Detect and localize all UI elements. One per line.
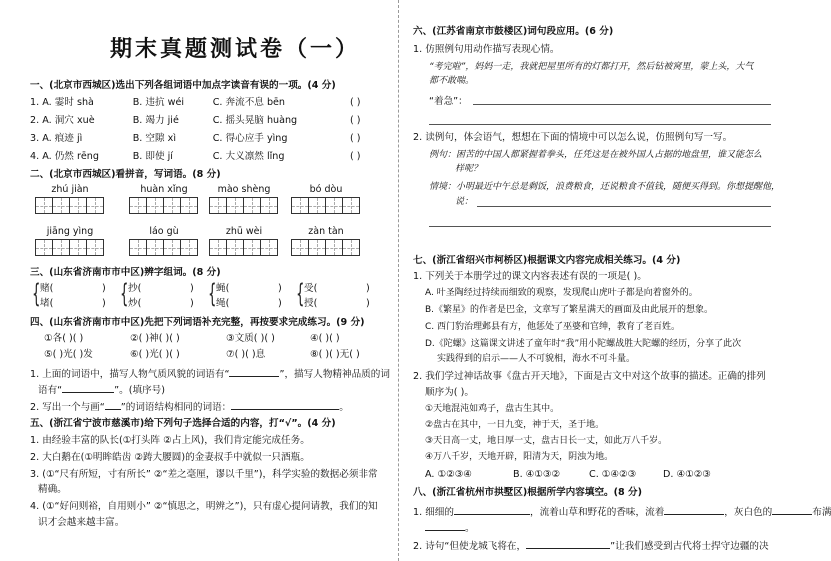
pinyin-box-laogu[interactable]: láo gù (130, 226, 198, 256)
s7-choice-d[interactable]: D. ④①②③ (663, 469, 711, 480)
s6-example-1: “考完啦”，妈妈一走，我就把屋里所有的灯都打开，然后钻被窝里，蒙上头，大气 (429, 62, 754, 72)
s7-sentence-4: ④万八千岁，天地开辟，阳清为天，阴浊为地。 (425, 452, 614, 462)
pinyin-box-zhujian[interactable]: zhú jiàn (36, 184, 104, 214)
char-pair-top: 抄( (128, 283, 142, 294)
s8-q1: 1. 细细的 ，流着山草和野花的香味，流着 ，灰白色的 布满 (413, 507, 831, 518)
char-pair-top: 赌( (40, 283, 54, 294)
s6-example-2-cont: 样呢？ (455, 164, 483, 174)
pinyin-box-zhuwei[interactable]: zhū wèi (210, 226, 278, 256)
blank[interactable] (664, 505, 724, 515)
blank[interactable] (425, 521, 465, 531)
section-6-heading: 六、(江苏省南京市鼓楼区)词句段应用。(6 分) (413, 26, 614, 37)
brace: { (296, 279, 305, 309)
s7-sentence-1: ①天地混沌如鸡子，盘古生其中。 (425, 404, 560, 414)
char-pair-bottom: 堵( (40, 298, 54, 309)
answer-paren[interactable]: ( ) (350, 133, 361, 144)
q4-row: 4. A. 仍然 rēng B. 即使 jí C. 大义凛然 lǐng (30, 151, 285, 162)
s5-q4[interactable]: 4. (①“好问则裕，自用则小” ②“慎思之，明辨之”)，只有虚心提问请教，我们的知 (30, 501, 378, 512)
section-7-heading: 七、(浙江省绍兴市柯桥区)根据课文内容完成相关练习。(4 分) (413, 255, 681, 266)
page-title: 期末真题测试卷（一） (110, 36, 361, 62)
q2-row: 2. A. 洞穴 xuè B. 竭力 jié C. 摇头晃脑 huàng (30, 115, 298, 126)
s6-situation: 情境：小明最近中午总是剩饭，浪费粮食，还说粮食不值钱，随便买得到。你想提醒他， (429, 182, 781, 192)
s7-option-b[interactable]: B.《繁星》的作者是巴金，文章写了繁星满天的画面及由此展开的想象。 (425, 305, 714, 315)
blank[interactable] (772, 505, 812, 515)
blank[interactable] (454, 505, 530, 515)
s8-q1-cont: 。 (425, 521, 475, 535)
s5-q4-cont: 识才会越来越丰富。 (38, 517, 125, 528)
answer-line[interactable] (473, 104, 771, 105)
answer-paren[interactable]: ( ) (350, 115, 361, 126)
answer-line[interactable] (429, 124, 771, 125)
s7-q1: 1. 下列关于本册学过的课文内容表述有误的一项是( )。 (413, 271, 647, 282)
s7-q2: 2. 我们学过神话故事《盘古开天地》，下面是古文中对这个故事的描述。正确的排列 (413, 371, 766, 382)
answer-line[interactable] (429, 226, 771, 227)
brace: { (120, 279, 129, 309)
fold-line (398, 0, 399, 561)
idiom-5[interactable]: ⑤( )光( )发 (44, 349, 93, 360)
section-5-heading: 五、(浙江省宁波市慈溪市)给下列句子选择合适的内容，打“√”。(4 分) (30, 418, 336, 429)
idiom-4[interactable]: ④( )( ) (310, 333, 340, 344)
s8-q2: 2. 诗句“但使龙城飞将在， ”让我们感受到古代将士捍守边疆的决 (413, 541, 769, 552)
char-pair-bottom: 炒( (128, 298, 142, 309)
s6-q2: 2. 读例句，体会语气，想想在下面的情境中可以怎么说，仿照例句写一写。 (413, 132, 733, 143)
s4-q1-line2: 语有“ ”。(填序号) (38, 385, 166, 396)
s5-q3-cont: 精确。 (38, 484, 67, 495)
blank[interactable] (526, 539, 610, 549)
s6-q1: 1. 仿照例句用动作描写表现心情。 (413, 44, 560, 55)
q3-row: 3. A. 痕迹 jì B. 空隙 xì C. 得心应手 yìng (30, 133, 288, 144)
s6-example-1-cont: 都不敢喘。 (429, 76, 475, 86)
pinyin-box-maosheng[interactable]: mào shèng (210, 184, 278, 214)
s7-choice-c[interactable]: C. ①④②③ (589, 469, 637, 480)
brace: { (32, 279, 41, 309)
char-pair-bottom: 绳( (216, 298, 230, 309)
s7-sentence-3: ③天日高一丈，地日厚一丈，盘古日长一丈，如此万八千岁。 (425, 436, 668, 446)
right-column (413, 0, 831, 561)
blank[interactable] (231, 400, 339, 410)
blank[interactable] (229, 367, 279, 377)
answer-line[interactable] (477, 206, 771, 207)
idiom-7[interactable]: ⑦( )( )息 (226, 349, 266, 360)
idiom-1[interactable]: ①各( )( ) (44, 333, 84, 344)
s7-option-c[interactable]: C. 西门豹治理邺县有方，他惩处了巫婆和官绅，教育了老百姓。 (425, 322, 681, 332)
s7-option-a[interactable]: A. 叶圣陶经过持续而细致的观察，发现爬山虎叶子都是向着窗外的。 (425, 288, 698, 298)
section-8-heading: 八、(浙江省杭州市拱墅区)根据所学内容填空。(8 分) (413, 487, 643, 498)
pinyin-box-bodou[interactable]: bó dòu (292, 184, 360, 214)
s7-sentence-2: ②盘古在其中，一日九变，神于天，圣于地。 (425, 420, 605, 430)
section-4-heading: 四、(山东省济南市市中区)先把下列词语补充完整，再按要求完成练习。(9 分) (30, 317, 365, 328)
section-1-heading: 一、(北京市西城区)选出下列各组词语中加点字读音有误的一项。(4 分) (30, 80, 336, 91)
s5-q1[interactable]: 1. 由经验丰富的队长(①打头阵 ②占上风)，我们肯定能完成任务。 (30, 435, 310, 446)
s5-q2[interactable]: 2. 大白鹅在(①明眸皓齿 ②踌大腰圆)的金妻叔手中就似一只酒瓶。 (30, 452, 310, 463)
s4-q2: 2. 写出一个与画“ ”的词语结构相同的词语： 。 (30, 402, 349, 413)
idiom-2[interactable]: ②( )神( )( ) (130, 333, 180, 344)
char-pair-bottom: 授( (304, 298, 318, 309)
left-column: 期末真题测试卷（一） 一、(北京市西城区)选出下列各组词语中加点字读音有误的一项。(4 分) 1. A. 霎时 shà B. 违抗 wéi C. 奔流不息 bēn ( ) 2. A. 洞穴 xuè B. 竭力 jié C. 摇头晃脑 huàng ( ) 3. A. 痕迹 jì B. 空隙 xì C. 得心应手 yìng ( ) 4. A. 仍然 rēng B. 即使 jí C. 大义凛然 lǐng ( ) 二、(北京市西城区)看拼音，写词语。(8 分) zhú jiàn huàn xǐng mào shèng bó dòu jiāng yìng láo gù zhū wèi zàn tàn 三、(山东省济南市市中区)辨字组词。(8 分) { 赌( 堵( ) ) { 抄( 炒( ) ) { 蝇( 绳( ) ) { 受( 授( ) ) 四、(山东省济南市市中区)先把下列词语补充完整，再按要求完成练习。(9 分) ①各( )( ) ②( )神( )( ) ③文质( )( ) ④( )( ) ⑤( )光( )发 ⑥( )光( )( ) ⑦( )( )息 ⑧( )( )无( ) 1. 上面的词语中，描写人物气质风貌的词语有“ ”，描写人物精神品质的词 语有“ ”。(填序号) 2. 写出一个与画“ ”的词语结构相同的词语： 。 五、(浙江省宁波市慈溪市)给下列句子选择合适的内容，打“√”。(4 分) 1. 由经验丰富的队长(①打头阵 ②占上风)，我们肯定能完成任务。 2. 大白鹅在(①明眸皓齿 ②踌大腰圆)的金妻叔手中就似一只酒瓶。 3. (①“尺有所短，寸有所长” ②“差之毫厘，谬以千里”)，科学实验的数据必须非常 精确。 4. (①“好问则裕，自用则小” ②“慎思之，明辨之”)，只有虚心提问请教，我们的知 识才会越来越丰富。 (30, 36, 390, 528)
char-pair-top: 受( (304, 283, 318, 294)
s6-prompt-worry: “着急”： (429, 96, 468, 107)
blank[interactable] (62, 383, 114, 393)
idiom-8[interactable]: ⑧( )( )无( ) (310, 349, 360, 360)
s7-q2-cont: 顺序为( )。 (425, 387, 474, 398)
s7-option-d[interactable]: D.《陀螺》这篇课文讲述了童年时“我”用小陀螺战胜大陀螺的经历，分享了此次 (425, 339, 742, 349)
section-2-heading: 二、(北京市西城区)看拼音，写词语。(8 分) (30, 169, 221, 180)
char-pair-top: 蝇( (216, 283, 230, 294)
idiom-6[interactable]: ⑥( )光( )( ) (130, 349, 180, 360)
section-3-heading: 三、(山东省济南市市中区)辨字组词。(8 分) (30, 267, 221, 278)
s5-q3[interactable]: 3. (①“尺有所短，寸有所长” ②“差之毫厘，谬以千里”)，科学实验的数据必须非常 (30, 469, 378, 480)
s7-choice-a[interactable]: A. ①②③④ (425, 469, 472, 480)
s6-situation-cont: 说： (455, 197, 474, 207)
pinyin-box-huanxing[interactable]: huàn xǐng (130, 184, 198, 214)
pinyin-box-jiangying[interactable]: jiāng yìng (36, 226, 104, 256)
s7-option-d-cont: 实践得到的启示——人不可貌相，海水不可斗量。 (437, 354, 636, 364)
answer-paren[interactable]: ( ) (350, 151, 361, 162)
pinyin-box-zantan[interactable]: zàn tàn (292, 226, 360, 256)
answer-paren[interactable]: ( ) (350, 97, 361, 108)
s7-choice-b[interactable]: B. ④①③② (513, 469, 561, 480)
q1-row: 1. A. 霎时 shà B. 违抗 wéi C. 奔流不息 bēn (30, 97, 286, 108)
idiom-3[interactable]: ③文质( )( ) (226, 333, 275, 344)
s4-q1-line1: 1. 上面的词语中，描写人物气质风貌的词语有“ ”，描写人物精神品质的词 (30, 369, 390, 380)
brace: { (208, 279, 217, 309)
s6-example-2: 例句：困苦的中国人都紧握着拳头，任凭这是在被外国人占据的地盘里，谁又能怎么 (429, 150, 763, 160)
